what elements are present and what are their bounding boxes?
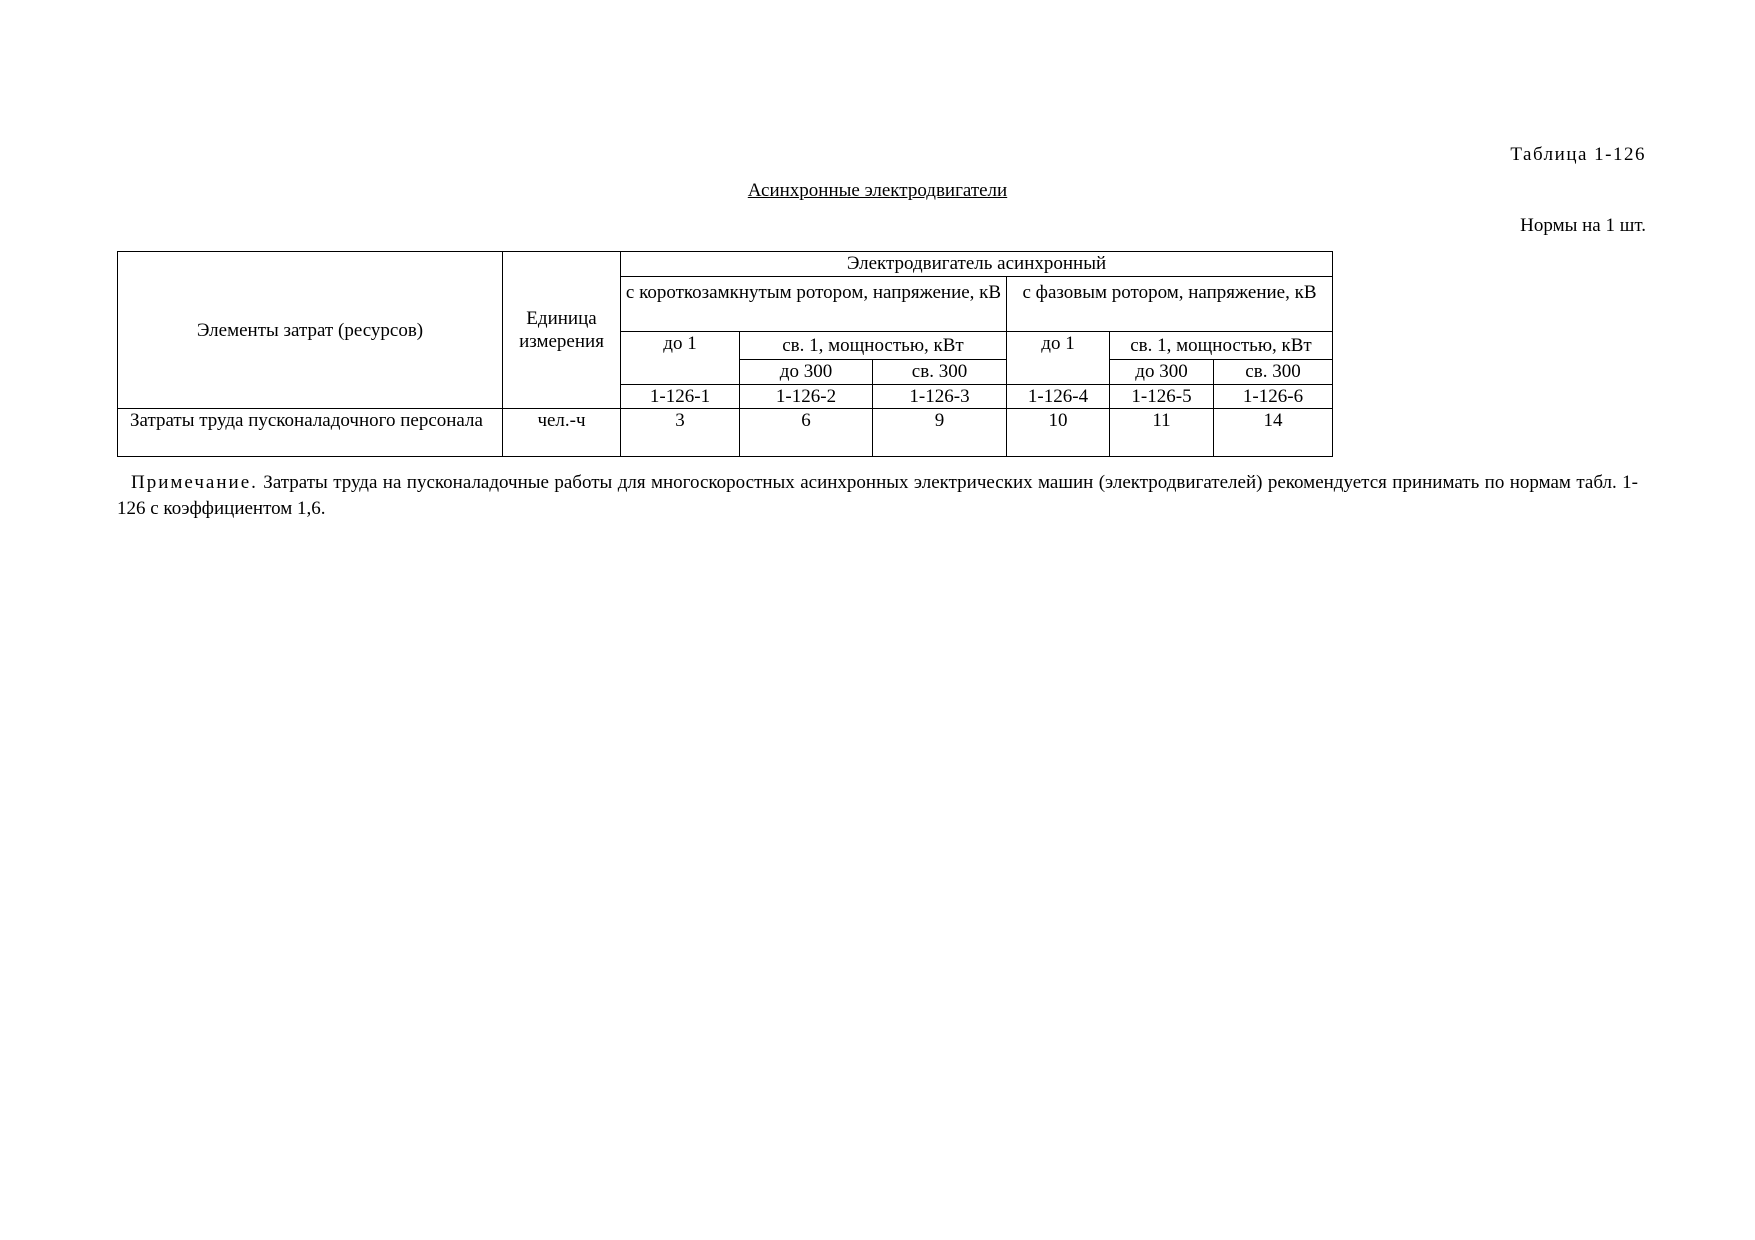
header-upto-300-wound: до 300 bbox=[1110, 360, 1214, 385]
table-note bbox=[117, 470, 1638, 522]
code-cell: 1-126-6 bbox=[1214, 385, 1333, 409]
code-cell: 1-126-1 bbox=[621, 385, 740, 409]
header-over-1-wound: св. 1, мощностью, кВт bbox=[1110, 332, 1333, 360]
value-cell: 9 bbox=[873, 409, 1007, 457]
code-cell: 1-126-5 bbox=[1110, 385, 1214, 409]
value-cell: 14 bbox=[1214, 409, 1333, 457]
norms-unit: Нормы на 1 шт. bbox=[1520, 215, 1646, 236]
table-row bbox=[118, 409, 1333, 457]
row-resource-name: Затраты труда пусконаладочного персонала bbox=[118, 409, 503, 457]
row-unit: чел.-ч bbox=[503, 409, 621, 457]
header-upto-300-squirrel: до 300 bbox=[740, 360, 873, 385]
header-over-300-squirrel: св. 300 bbox=[873, 360, 1007, 385]
header-elements: Элементы затрат (ресурсов) bbox=[118, 252, 503, 409]
note-text: Затраты труда на пусконаладочные работы для многоскоростных асинхронных электрических машин (электродвигателей) рекомендуется принимать по нормам табл. 1-126 с коэффициентом 1,6. bbox=[117, 472, 1638, 519]
header-unit: Единица измерения bbox=[503, 252, 621, 409]
code-cell: 1-126-4 bbox=[1007, 385, 1110, 409]
value-cell: 10 bbox=[1007, 409, 1110, 457]
document-title-text: Асинхронные электродвигатели bbox=[747, 180, 1008, 201]
value-cell: 3 bbox=[621, 409, 740, 457]
document-title bbox=[0, 180, 1755, 202]
code-cell: 1-126-3 bbox=[873, 385, 1007, 409]
value-cell: 6 bbox=[740, 409, 873, 457]
header-upto-1-wound: до 1 bbox=[1007, 332, 1110, 385]
header-group-motor: Электродвигатель асинхронный bbox=[621, 252, 1333, 277]
value-cell: 11 bbox=[1110, 409, 1214, 457]
header-over-1-squirrel: св. 1, мощностью, кВт bbox=[740, 332, 1007, 360]
header-over-300-wound: св. 300 bbox=[1214, 360, 1333, 385]
norms-table bbox=[117, 251, 1333, 457]
header-squirrel-cage: с короткозамкнутым ротором, напряжение, кВ bbox=[621, 277, 1007, 332]
table-number: Таблица 1-126 bbox=[1510, 144, 1646, 165]
code-cell: 1-126-2 bbox=[740, 385, 873, 409]
note-label: Примечание. bbox=[131, 472, 258, 493]
header-wound-rotor: с фазовым ротором, напряжение, кВ bbox=[1007, 277, 1333, 332]
header-upto-1-squirrel: до 1 bbox=[621, 332, 740, 385]
